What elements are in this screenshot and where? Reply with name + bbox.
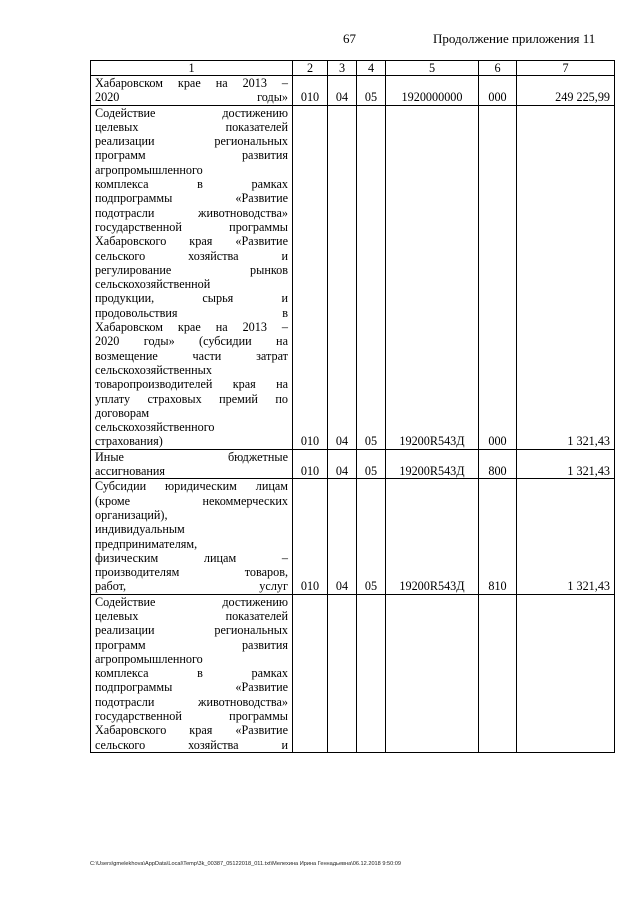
item-name-line: подотрасли животноводства» xyxy=(95,205,288,220)
item-name-line: договорам xyxy=(95,405,150,420)
item-name-line: программ развития xyxy=(95,637,288,652)
section-cell: 04 xyxy=(328,76,357,106)
item-name-line: реализации региональных xyxy=(95,134,288,149)
expense-type-cell: 810 xyxy=(479,479,517,594)
item-name-line: страхования) xyxy=(95,434,163,449)
budget-table xyxy=(90,60,615,753)
code-cell: 010 xyxy=(293,449,328,479)
file-path-footer: C:\Users\gmelekhova\AppData\Local\Temp\3k_00387_05122018_011.txt\Мелехина Ирина Геннадьевна\06.12.2018 9:50:09 xyxy=(90,861,401,867)
item-name-line: товаропроизводителей края на xyxy=(95,377,288,392)
item-name-line: сельского хозяйства и xyxy=(95,737,288,752)
expense-type-cell xyxy=(479,594,517,752)
subsection-cell: 05 xyxy=(357,76,386,106)
item-name-line: Иные бюджетные xyxy=(95,449,288,464)
amount-cell: 1 321,43 xyxy=(517,105,615,449)
item-name-cell xyxy=(91,76,293,106)
subsection-cell: 05 xyxy=(357,449,386,479)
item-name-cell xyxy=(91,479,293,594)
table-row xyxy=(91,479,615,594)
item-name-line: организаций), xyxy=(95,507,168,522)
item-name-line: Хабаровского края «Развитие xyxy=(95,723,288,738)
item-name-line: реализации региональных xyxy=(95,623,288,638)
amount-cell: 249 225,99 xyxy=(517,76,615,106)
item-name-line: государственной программы xyxy=(95,219,288,234)
item-name-line: агропромышленного xyxy=(95,162,203,177)
item-name-line: Содействие достижению xyxy=(95,594,288,609)
column-number: 1 xyxy=(91,61,293,76)
item-name-line: физическим лицам – xyxy=(95,550,288,565)
subsection-cell: 05 xyxy=(357,105,386,449)
code-cell xyxy=(293,594,328,752)
table-row xyxy=(91,76,615,106)
amount-cell: 1 321,43 xyxy=(517,449,615,479)
item-name-line: работ, услуг xyxy=(95,579,288,594)
item-name-line: уплату страховых премий по xyxy=(95,391,288,406)
code-cell: 010 xyxy=(293,76,328,106)
section-cell: 04 xyxy=(328,105,357,449)
column-number: 3 xyxy=(328,61,357,76)
item-name-line: 2020 годы» xyxy=(95,90,288,105)
item-name-cell xyxy=(91,449,293,479)
code-cell: 010 xyxy=(293,105,328,449)
item-name-line: 2020 годы» (субсидии на xyxy=(95,334,288,349)
item-name-line: Хабаровского края «Развитие xyxy=(95,234,288,249)
page-number: 67 xyxy=(343,31,356,46)
item-name-line: продовольствия в xyxy=(95,305,288,320)
item-name-line: программ развития xyxy=(95,148,288,163)
item-name-cell xyxy=(91,105,293,449)
amount-cell xyxy=(517,594,615,752)
target-article-cell: 1920000000 xyxy=(386,76,479,106)
item-name-line: Хабаровском крае на 2013 – xyxy=(95,76,288,90)
subsection-cell xyxy=(357,594,386,752)
column-number: 7 xyxy=(517,61,615,76)
expense-type-cell: 000 xyxy=(479,76,517,106)
item-name-line: Хабаровском крае на 2013 – xyxy=(95,320,288,335)
item-name-line: возмещение части затрат xyxy=(95,348,288,363)
item-name-line: сельского хозяйства и xyxy=(95,248,288,263)
item-name-line: индивидуальным xyxy=(95,522,185,537)
item-name-line: регулирование рынков xyxy=(95,262,288,277)
table-row xyxy=(91,105,615,449)
expense-type-cell: 000 xyxy=(479,105,517,449)
item-name-line: подотрасли животноводства» xyxy=(95,694,288,709)
item-name-cell xyxy=(91,594,293,752)
section-cell xyxy=(328,594,357,752)
column-number: 5 xyxy=(386,61,479,76)
item-name-line: целевых показателей xyxy=(95,608,288,623)
item-name-line: комплекса в рамках xyxy=(95,177,288,192)
column-number-row xyxy=(91,61,615,76)
expense-type-cell: 800 xyxy=(479,449,517,479)
item-name-line: производителям товаров, xyxy=(95,565,288,580)
item-name-line: (кроме некоммерческих xyxy=(95,493,288,508)
code-cell: 010 xyxy=(293,479,328,594)
item-name-line: подпрограммы «Развитие xyxy=(95,191,288,206)
table-row xyxy=(91,449,615,479)
item-name-line: ассигнования xyxy=(95,464,166,479)
column-number: 4 xyxy=(357,61,386,76)
item-name-line: государственной программы xyxy=(95,709,288,724)
item-name-line: Субсидии юридическим лицам xyxy=(95,479,288,494)
table-row xyxy=(91,594,615,752)
column-number: 2 xyxy=(293,61,328,76)
subsection-cell: 05 xyxy=(357,479,386,594)
section-cell: 04 xyxy=(328,479,357,594)
amount-cell: 1 321,43 xyxy=(517,479,615,594)
target-article-cell xyxy=(386,594,479,752)
item-name-line: Содействие достижению xyxy=(95,105,288,120)
column-number: 6 xyxy=(479,61,517,76)
item-name-line: агропромышленного xyxy=(95,651,203,666)
appendix-note: Продолжение приложения 11 xyxy=(433,31,596,46)
item-name-line: подпрограммы «Развитие xyxy=(95,680,288,695)
item-name-line: сельскохозяйственного xyxy=(95,420,215,435)
target-article-cell: 19200R543Д xyxy=(386,479,479,594)
target-article-cell: 19200R543Д xyxy=(386,449,479,479)
section-cell: 04 xyxy=(328,449,357,479)
item-name-line: предпринимателям, xyxy=(95,536,198,551)
item-name-line: продукции, сырья и xyxy=(95,291,288,306)
item-name-line: сельскохозяйственной xyxy=(95,277,211,292)
item-name-line: комплекса в рамках xyxy=(95,666,288,681)
item-name-line: целевых показателей xyxy=(95,119,288,134)
item-name-line: сельскохозяйственных xyxy=(95,362,212,377)
target-article-cell: 19200R543Д xyxy=(386,105,479,449)
